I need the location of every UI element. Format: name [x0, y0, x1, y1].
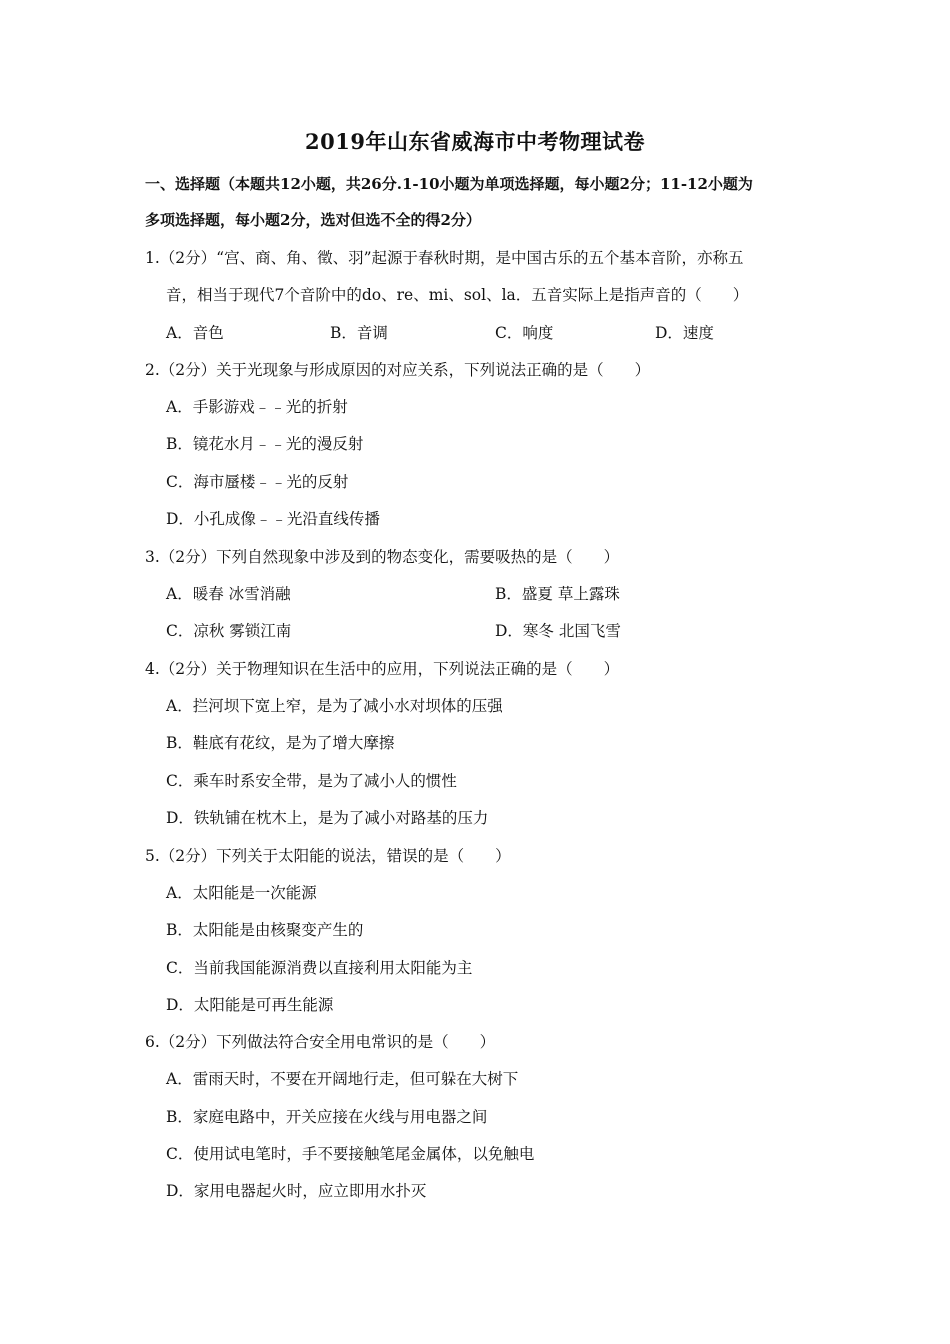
question-6-option-d: D．家用电器起火时，应立即用水扑灭 — [166, 1182, 427, 1200]
question-5-option-b: B．太阳能是由核聚变产生的 — [166, 921, 364, 939]
question-5-stem: 5.（2分）下列关于太阳能的说法，错误的是（ ） — [145, 847, 511, 865]
question-2-option-d: D．小孔成像﹣﹣光沿直线传播 — [166, 510, 380, 528]
question-1-stem-line-1: 1.（2分）“宫、商、角、徵、羽”起源于春秋时期，是中国古乐的五个基本音阶，亦称五 — [145, 249, 744, 267]
question-4-option-d: D．铁轨铺在枕木上，是为了减小对路基的压力 — [166, 809, 489, 827]
question-1-option-d: D．速度 — [655, 324, 714, 342]
page-title: 2019年山东省威海市中考物理试卷 — [305, 129, 645, 154]
question-1-stem-line-2: 音，相当于现代7个音阶中的do、re、mi、sol、la．五音实际上是指声音的（ ） — [166, 286, 749, 304]
question-6-option-a: A．雷雨天时，不要在开阔地行走，但可躲在大树下 — [166, 1070, 519, 1088]
question-1-option-b: B．音调 — [330, 324, 388, 342]
question-2-option-a: A．手影游戏﹣﹣光的折射 — [166, 398, 348, 416]
question-3-option-c: C．凉秋 雾锁江南 — [166, 622, 292, 640]
question-3-stem: 3.（2分）下列自然现象中涉及到的物态变化，需要吸热的是（ ） — [145, 548, 620, 566]
question-1-option-a: A．音色 — [166, 324, 224, 342]
question-6-option-c: C．使用试电笔时，手不要接触笔尾金属体，以免触电 — [166, 1145, 535, 1163]
question-6-option-b: B．家庭电路中，开关应接在火线与用电器之间 — [166, 1108, 488, 1126]
question-5-option-d: D．太阳能是可再生能源 — [166, 996, 334, 1014]
question-2-option-b: B．镜花水月﹣﹣光的漫反射 — [166, 435, 364, 453]
question-4-option-b: B．鞋底有花纹，是为了增大摩擦 — [166, 734, 395, 752]
question-5-option-a: A．太阳能是一次能源 — [166, 884, 317, 902]
question-3-option-d: D．寒冬 北国飞雪 — [495, 622, 621, 640]
question-6-stem: 6.（2分）下列做法符合安全用电常识的是（ ） — [145, 1033, 496, 1051]
section-heading-line-2: 多项选择题，每小题2分，选对但选不全的得2分） — [145, 211, 481, 229]
question-4-option-c: C．乘车时系安全带，是为了减小人的惯性 — [166, 772, 457, 790]
section-heading-line-1: 一、选择题（本题共12小题，共26分.1-10小题为单项选择题，每小题2分；11-12小题为 — [145, 175, 753, 193]
question-2-option-c: C．海市蜃楼﹣﹣光的反射 — [166, 473, 349, 491]
question-5-option-c: C．当前我国能源消费以直接利用太阳能为主 — [166, 959, 473, 977]
question-3-option-b: B．盛夏 草上露珠 — [495, 585, 620, 603]
question-3-option-a: A．暖春 冰雪消融 — [166, 585, 291, 603]
question-4-option-a: A．拦河坝下宽上窄，是为了减小水对坝体的压强 — [166, 697, 503, 715]
question-4-stem: 4.（2分）关于物理知识在生活中的应用，下列说法正确的是（ ） — [145, 660, 620, 678]
question-1-option-c: C．响度 — [495, 324, 554, 342]
question-2-stem: 2.（2分）关于光现象与形成原因的对应关系，下列说法正确的是（ ） — [145, 361, 651, 379]
